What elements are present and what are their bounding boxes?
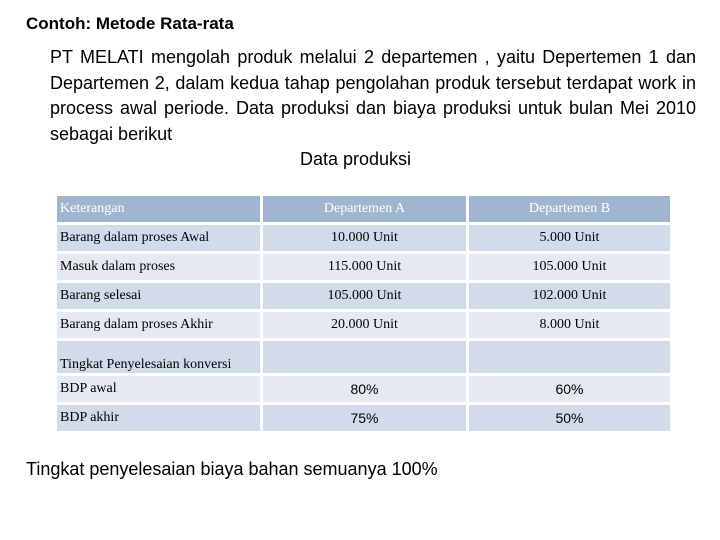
table-header-row xyxy=(56,195,672,224)
table-row xyxy=(56,340,672,375)
intro-paragraph: PT MELATI mengolah produk melalui 2 departemen , yaitu Depertemen 1 dan Departemen 2, dalam kedua tahap pengolahan produk tersebut terdapat work in process awal periode. Data produksi dan biaya produksi untuk bulan Mei 2010 sebagai berikut xyxy=(50,47,696,144)
dept-b-value: 60% xyxy=(468,375,672,404)
table-row xyxy=(56,282,672,311)
dept-b-value: 8.000 Unit xyxy=(468,311,672,340)
table-row xyxy=(56,311,672,340)
production-data-table xyxy=(54,193,673,434)
row-label: Barang selesai xyxy=(56,282,262,311)
row-label: Barang dalam proses Awal xyxy=(56,224,262,253)
footer-note: Tingkat penyelesaian biaya bahan semuanya 100% xyxy=(26,459,438,479)
row-label: BDP awal xyxy=(56,375,262,404)
row-label: BDP akhir xyxy=(56,404,262,433)
dept-a-value: 20.000 Unit xyxy=(262,311,468,340)
dept-b-value: 102.000 Unit xyxy=(468,282,672,311)
dept-a-value xyxy=(262,340,468,375)
table-row xyxy=(56,404,672,433)
dept-a-value: 80% xyxy=(262,375,468,404)
dept-a-value: 105.000 Unit xyxy=(262,282,468,311)
dept-a-value: 10.000 Unit xyxy=(262,224,468,253)
dept-a-value: 75% xyxy=(262,404,468,433)
dept-b-value: 5.000 Unit xyxy=(468,224,672,253)
header-departemen-b: Departemen B xyxy=(468,195,672,224)
table-title: Data produksi xyxy=(300,149,412,169)
dept-a-value: 115.000 Unit xyxy=(262,253,468,282)
table-row xyxy=(56,224,672,253)
table-row xyxy=(56,253,672,282)
row-label: Barang dalam proses Akhir xyxy=(56,311,262,340)
table-row xyxy=(56,375,672,404)
header-keterangan: Keterangan xyxy=(56,195,262,224)
header-departemen-a: Departemen A xyxy=(262,195,468,224)
dept-b-value: 50% xyxy=(468,404,672,433)
dept-b-value: 105.000 Unit xyxy=(468,253,672,282)
row-label: Tingkat Penyelesaian konversi xyxy=(56,340,262,375)
row-label: Masuk dalam proses xyxy=(56,253,262,282)
dept-b-value xyxy=(468,340,672,375)
slide-title: Contoh: Metode Rata-rata xyxy=(26,14,234,33)
